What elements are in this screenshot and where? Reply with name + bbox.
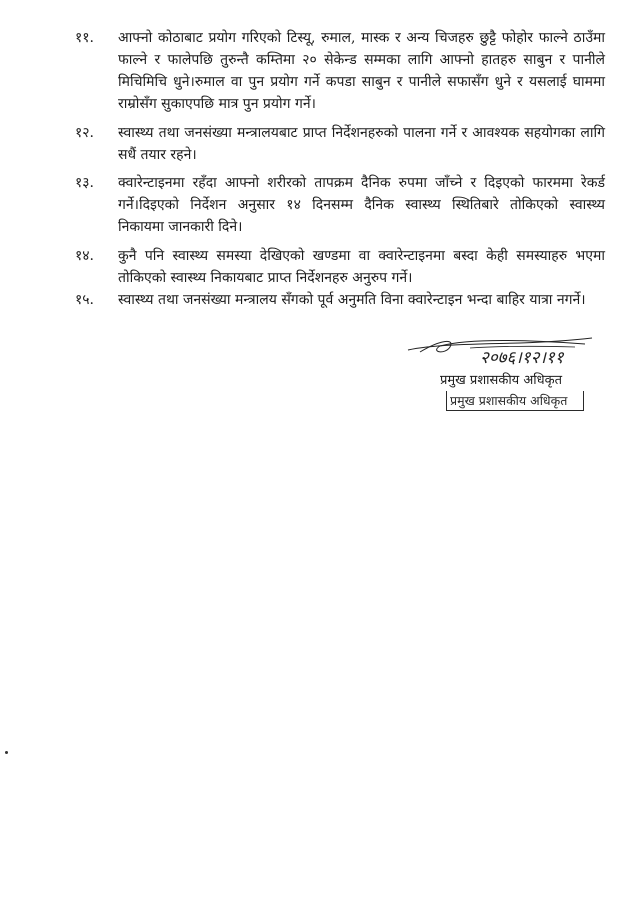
instruction-item-11 [75, 27, 605, 115]
item-line: फाल्ने र फालेपछि तुरुन्तै कम्तिमा २० सेकेन्ड सम्मका लागि आफ्नो हातहरु साबुन र पानीले [118, 52, 605, 68]
item-line: निकायमा जानकारी दिने। [118, 219, 243, 235]
item-line: सधैं तयार रहने। [118, 147, 197, 163]
handwritten-date: २०७६।१२।११ [480, 348, 564, 368]
signatory-designation: प्रमुख प्रशासकीय अधिकृत [440, 373, 563, 388]
item-line: कुनै पनि स्वास्थ्य समस्या देखिएको खण्डमा वा क्वारेन्टाइनमा बस्दा केही समस्याहरु भएमा [118, 248, 605, 264]
item-line: स्वास्थ्य तथा जनसंख्या मन्त्रालयबाट प्राप्त निर्देशनहरुको पालना गर्ने र आवश्यक सहयोगका लागि [118, 125, 605, 141]
item-number: १३. [75, 175, 95, 191]
item-line: राम्रोसँग सुकाएपछि मात्र पुन प्रयोग गर्ने। [118, 96, 316, 112]
item-text [118, 122, 605, 166]
item-line: आफ्नो कोठाबाट प्रयोग गरिएको टिस्यू, रुमाल, मास्क र अन्य चिजहरु छुट्टै फोहोर फाल्ने ठाउँमा [118, 30, 605, 46]
item-text [118, 289, 605, 311]
item-number: १४. [75, 248, 95, 264]
item-line: गर्ने।दिइएको निर्देशन अनुसार १४ दिनसम्म दैनिक स्वास्थ्य स्थितिबारे तोकिएको स्वास्थ्य [118, 197, 605, 213]
item-line: तोकिएको स्वास्थ्य निकायबाट प्राप्त निर्देशनहरु अनुरुप गर्ने। [118, 270, 413, 286]
instruction-item-15 [75, 289, 605, 311]
item-line: मिचिमिचि धुने।रुमाल वा पुन प्रयोग गर्ने कपडा साबुन र पानीले सफासँग धुने र यसलाई घाममा [118, 74, 605, 90]
instruction-list [75, 27, 605, 311]
item-number: १५. [75, 292, 95, 308]
item-line: स्वास्थ्य तथा जनसंख्या मन्त्रालय सँगको पूर्व अनुमति विना क्वारेन्टाइन भन्दा बाहिर यात्रा नगर्ने। [118, 292, 586, 308]
item-text [118, 27, 605, 115]
item-line: क्वारेन्टाइनमा रहँदा आफ्नो शरीरको तापक्रम दैनिक रुपमा जाँच्ने र दिइएको फारममा रेकर्ड [118, 175, 605, 191]
item-text [118, 245, 605, 289]
item-number: ११. [75, 30, 95, 46]
official-stamp: प्रमुख प्रशासकीय अधिकृत [446, 391, 584, 411]
item-text [118, 172, 605, 238]
instruction-item-12 [75, 122, 605, 166]
item-number: १२. [75, 125, 95, 141]
instruction-item-14 [75, 245, 605, 289]
scan-speck [5, 751, 8, 754]
instruction-item-13 [75, 172, 605, 238]
